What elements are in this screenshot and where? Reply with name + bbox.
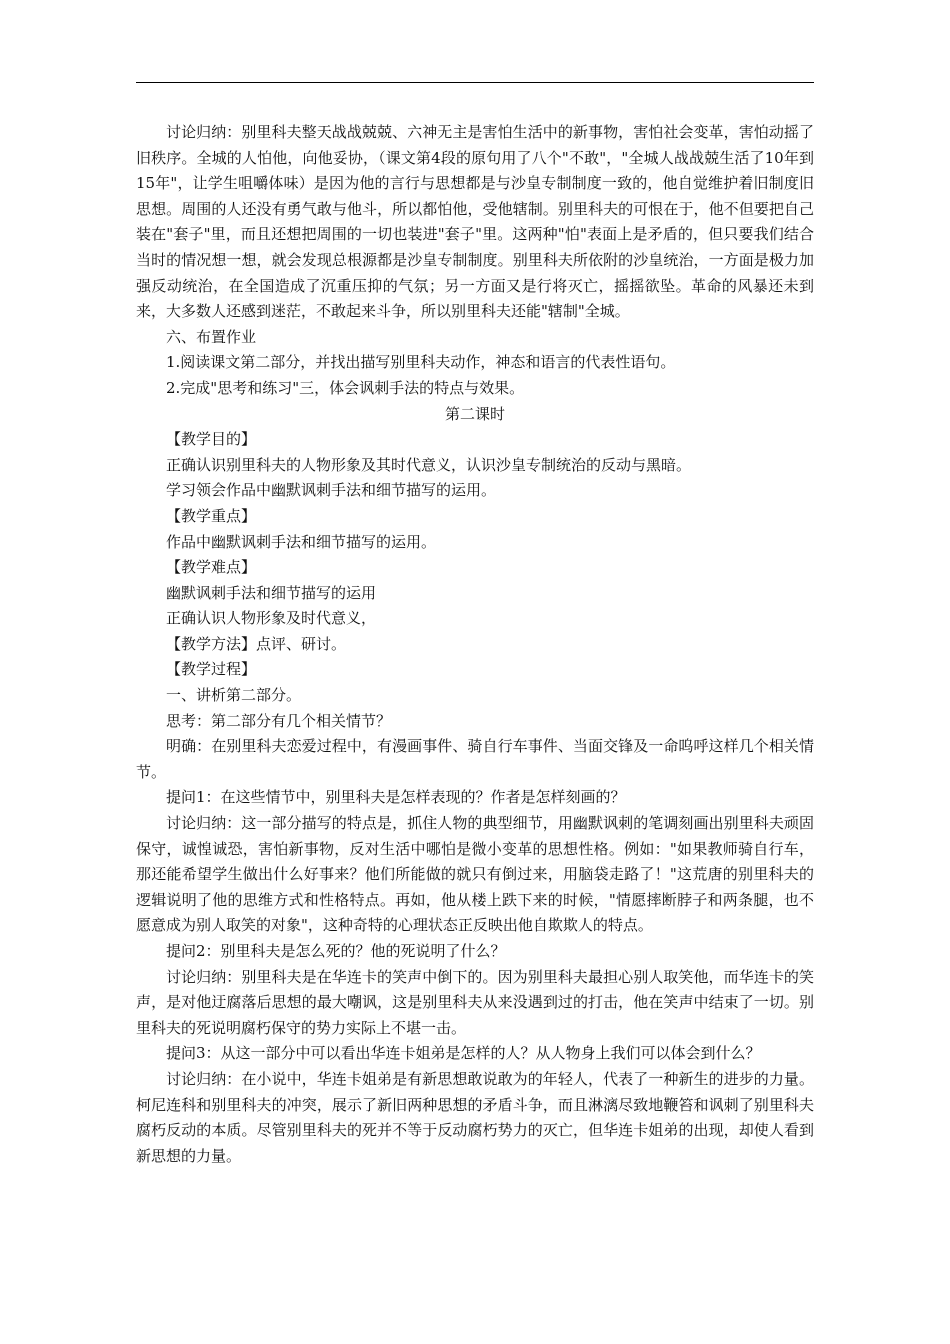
lesson-two-title: 第二课时	[444, 404, 505, 423]
teaching-difficulty-2: 正确认识人物形象及时代意义，	[166, 609, 377, 628]
teaching-difficulty-1: 幽默讽刺手法和细节描写的运用	[166, 583, 377, 602]
teaching-goal-2: 学习领会作品中幽默讽刺手法和细节描写的运用。	[166, 481, 497, 500]
discussion-1: 讨论归纳：这一部分描写的特点是，抓住人物的典型细节，用幽默讽刺的笔调刻画出别里科夫顽固保守，诚惶诚恐，害怕新事物，反对生活中哪怕是微小变革的思想性格。例如："如果教师骑自行车，那还能希望学生做出什么好事来？他们所能做的就只有倒过来，用脑袋走路了！"这荒唐的别里科夫的逻辑说明了他的思维方式和性格特点。再如，他从楼上跌下来的时候，"情愿摔断脖子和两条腿，也不愿意成为别人取笑的对象"，这种奇特的心理状态正反映出他自欺欺人的特点。	[136, 814, 814, 935]
document-body	[136, 120, 814, 1169]
question-3: 提问3：从这一部分中可以看出华连卡姐弟是怎样的人？从人物身上我们可以体会到什么？	[166, 1044, 761, 1063]
discussion-2: 讨论归纳：别里科夫是在华连卡的笑声中倒下的。因为别里科夫最担心别人取笑他，而华连卡的笑声，是对他迂腐落后思想的最大嘲讽，这是别里科夫从来没遇到过的打击，他在笑声中结束了一切。别里科夫的死说明腐朽保守的势力实际上不堪一击。	[136, 967, 814, 1037]
teaching-method: 【教学方法】点评、研讨。	[166, 634, 347, 653]
teaching-goal-1: 正确认识别里科夫的人物形象及其时代意义，认识沙皇专制统治的反动与黑暗。	[166, 455, 692, 474]
section-part-two-heading: 一、讲析第二部分。	[166, 686, 302, 705]
teaching-focus-text: 作品中幽默讽刺手法和细节描写的运用。	[166, 532, 437, 551]
teaching-difficulty-heading: 【教学难点】	[166, 558, 257, 577]
homework-item-1: 1.阅读课文第二部分，并找出描写别里科夫动作，神态和语言的代表性语句。	[166, 353, 676, 372]
teaching-focus-heading: 【教学重点】	[166, 506, 257, 525]
question-plot: 思考：第二部分有几个相关情节？	[166, 711, 392, 730]
teaching-goal-heading: 【教学目的】	[166, 430, 257, 449]
discussion-3: 讨论归纳：在小说中，华连卡姐弟是有新思想敢说敢为的年轻人，代表了一种新生的进步的力量。柯尼连科和别里科夫的冲突，展示了新旧两种思想的矛盾斗争，而且淋漓尽致地鞭笞和讽刺了别里科夫腐朽反动的本质。尽管别里科夫的死并不等于反动腐朽势力的灭亡，但华连卡姐弟的出现，却使人看到新思想的力量。	[136, 1069, 814, 1165]
paragraph-discussion-fear: 讨论归纳：别里科夫整天战战兢兢、六神无主是害怕生活中的新事物，害怕社会变革，害怕动摇了旧秩序。全城的人怕他，向他妥协，（课文第4段的原句用了八个"不敢"，"全城人战战兢生活了10年到15年"，让学生咀嚼体味）是因为他的言行与思想都是与沙皇专制制度一致的，他自觉维护着旧制度旧思想。周围的人还没有勇气敢与他斗，所以都怕他，受他辖制。别里科夫的可恨在于，他不但要把自己装在"套子"里，而且还想把周围的一切也装进"套子"里。这两种"怕"表面上是矛盾的，但只要我们结合当时的情况想一想，就会发现总根源都是沙皇专制制度。别里科夫所依附的沙皇统治，一方面是极力加强反动统治，在全国造成了沉重压抑的气氛；另一方面又是行将灭亡，摇摇欲坠。革命的风暴还未到来，大多数人还感到迷茫，不敢起来斗争，所以别里科夫还能"辖制"全城。	[136, 123, 814, 321]
section-homework-heading: 六、布置作业	[166, 327, 257, 346]
question-2: 提问2：别里科夫是怎么死的？他的死说明了什么？	[166, 942, 506, 960]
header-rule	[136, 82, 814, 83]
answer-plot: 明确：在别里科夫恋爱过程中，有漫画事件、骑自行车事件、当面交锋及一命呜呼这样几个相关情节。	[136, 737, 814, 781]
homework-item-2: 2.完成"思考和练习"三，体会讽刺手法的特点与效果。	[166, 378, 525, 397]
question-1: 提问1：在这些情节中，别里科夫是怎样表现的？作者是怎样刻画的？	[166, 788, 626, 807]
teaching-process-heading: 【教学过程】	[166, 660, 257, 679]
